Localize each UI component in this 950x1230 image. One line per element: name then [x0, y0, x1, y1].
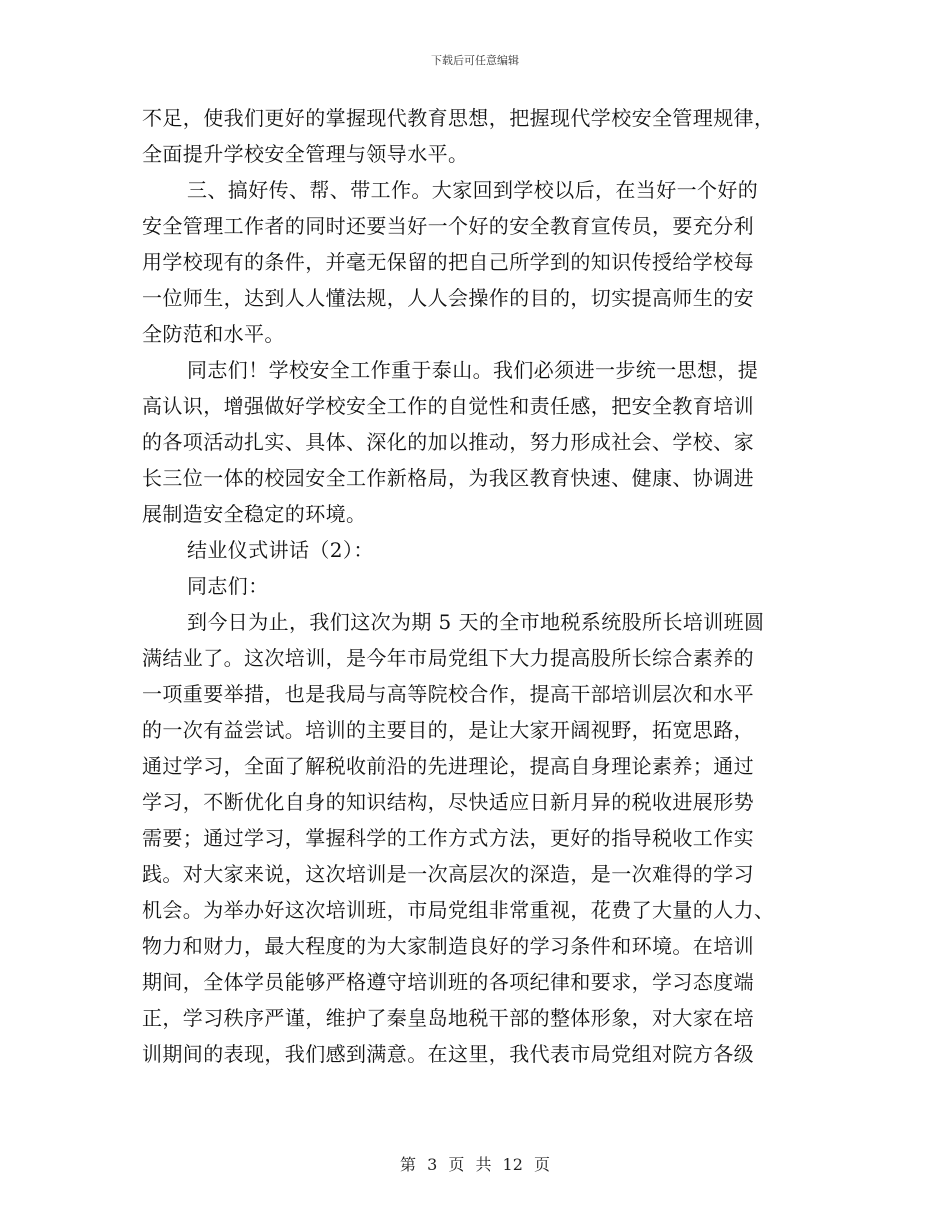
- body-line: 展制造安全稳定的环境。: [142, 502, 367, 526]
- body-line: 的一次有益尝试。培训的主要目的，是让大家开阔视野，拓宽思路，: [142, 718, 754, 742]
- body-line: 同志们：: [187, 574, 269, 598]
- body-line: 结业仪式讲话（2）：: [187, 538, 374, 562]
- body-line: 通过学习，全面了解税收前沿的先进理论，提高自身理论素养；通过: [142, 754, 754, 778]
- body-line: 满结业了。这次培训，是今年市局党组下大力提高股所长综合素养的: [142, 646, 754, 670]
- body-line: 物力和财力，最大程度的为大家制造良好的学习条件和环境。在培训: [142, 934, 754, 958]
- body-line: 训期间的表现，我们感到满意。在这里，我代表市局党组对院方各级: [142, 1042, 754, 1066]
- body-line: 不足，使我们更好的掌握现代教育思想，把握现代学校安全管理规律，: [142, 106, 775, 130]
- body-line: 三、搞好传、帮、带工作。大家回到学校以后，在当好一个好的: [187, 178, 759, 202]
- body-line: 需要；通过学习，掌握科学的工作方式方法，更好的指导税收工作实: [142, 826, 754, 850]
- body-line: 一位师生，达到人人懂法规，人人会操作的目的，切实提高师生的安: [142, 286, 754, 310]
- body-line: 一项重要举措，也是我局与高等院校合作，提高干部培训层次和水平: [142, 682, 754, 706]
- body-line: 正，学习秩序严谨，维护了秦皇岛地税干部的整体形象，对大家在培: [142, 1006, 754, 1030]
- body-line: 全面提升学校安全管理与领导水平。: [142, 142, 469, 166]
- body-line: 同志们！学校安全工作重于泰山。我们必须进一步统一思想，提: [187, 358, 759, 382]
- body-line: 机会。为举办好这次培训班，市局党组非常重视，花费了大量的人力、: [142, 898, 775, 922]
- body-line: 安全管理工作者的同时还要当好一个好的安全教育宣传员，要充分利: [142, 214, 754, 238]
- body-line: 用学校现有的条件，并毫无保留的把自己所学到的知识传授给学校每: [142, 250, 754, 274]
- document-body: [142, 100, 807, 1072]
- page-header: 下载后可任意编辑: [431, 54, 519, 67]
- body-line: 长三位一体的校园安全工作新格局，为我区教育快速、健康、协调进: [142, 466, 754, 490]
- body-line: 到今日为止，我们这次为期 5 天的全市地税系统股所长培训班圆: [187, 610, 765, 634]
- body-line: 全防范和水平。: [142, 322, 285, 346]
- body-line: 的各项活动扎实、具体、深化的加以推动，努力形成社会、学校、家: [142, 430, 754, 454]
- body-line: 学习，不断优化自身的知识结构，尽快适应日新月异的税收进展形势: [142, 790, 754, 814]
- body-line: 践。对大家来说，这次培训是一次高层次的深造，是一次难得的学习: [142, 862, 754, 886]
- body-line: 期间，全体学员能够严格遵守培训班的各项纪律和要求，学习态度端: [142, 970, 754, 994]
- body-line: 高认识，增强做好学校安全工作的自觉性和责任感，把安全教育培训: [142, 394, 754, 418]
- page-footer: 第 3 页 共 12 页: [400, 1155, 550, 1174]
